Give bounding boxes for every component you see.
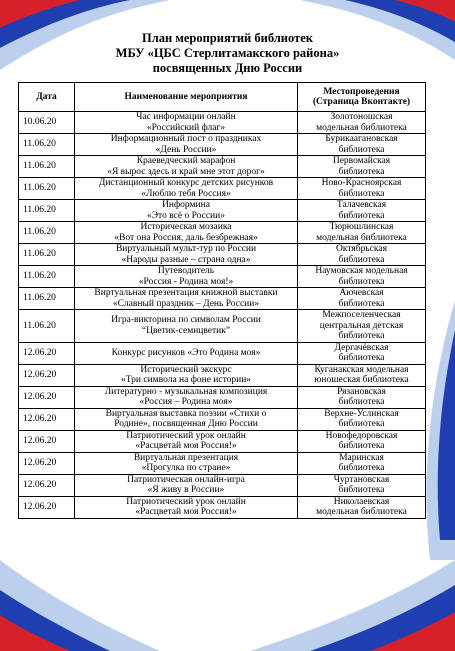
table-row bbox=[19, 134, 426, 156]
place-line: библиотека bbox=[338, 397, 385, 407]
cell-event bbox=[75, 452, 298, 474]
cell-date: 12.06.20 bbox=[19, 386, 75, 408]
cell-event bbox=[75, 112, 298, 134]
event-line: «Российский флаг» bbox=[146, 122, 226, 133]
event-line: «Это всё о России» bbox=[147, 210, 225, 221]
event-line: «День России» bbox=[155, 144, 217, 155]
title-line-3: посвященных Дню России bbox=[152, 61, 303, 75]
event-line: «Расцветай моя Россия!» bbox=[135, 441, 237, 451]
cell-date: 12.06.20 bbox=[19, 452, 75, 474]
event-line: «Я вырос здесь и край мне этот дорог» bbox=[107, 166, 265, 177]
event-line: «Три символа на фоне истории» bbox=[120, 375, 252, 385]
cell-date: 12.06.20 bbox=[19, 342, 75, 364]
cell-place bbox=[298, 156, 426, 178]
table-row bbox=[19, 474, 426, 496]
table-row bbox=[19, 112, 426, 134]
cell-place bbox=[298, 386, 426, 408]
event-line: Виртуальная презентация книжной выставки bbox=[94, 288, 278, 298]
title-line-1: План мероприятий библиотек bbox=[142, 31, 313, 45]
place-line: Верхне-Услинская bbox=[324, 408, 399, 419]
event-line: «Россия – Родина моя» bbox=[139, 397, 233, 407]
table-row bbox=[19, 364, 426, 386]
place-line: Новофедоровская bbox=[325, 430, 398, 441]
table-row bbox=[19, 266, 426, 288]
table-row bbox=[19, 178, 426, 200]
event-line: Историческая мозаика bbox=[140, 222, 232, 232]
event-line: «Я живу в России» bbox=[147, 485, 225, 495]
cell-place bbox=[298, 266, 426, 288]
place-line: Куганакская модельная bbox=[314, 364, 409, 375]
cell-date: 11.06.20 bbox=[19, 178, 75, 200]
cell-date: 12.06.20 bbox=[19, 474, 75, 496]
cell-event bbox=[75, 266, 298, 288]
event-line: «Народы разные – страна одна» bbox=[121, 254, 251, 265]
cell-event bbox=[75, 474, 298, 496]
place-line: библиотека bbox=[338, 166, 385, 177]
cell-date: 11.06.20 bbox=[19, 310, 75, 343]
event-line: Дистанционный конкурс детских рисунков bbox=[98, 178, 274, 188]
place-line: Талачевская bbox=[336, 200, 387, 210]
place-line: библиотека bbox=[338, 353, 385, 363]
event-line: Патриотический урок онлайн bbox=[126, 496, 246, 507]
event-line: Конкурс рисунков «Это Родина моя» bbox=[111, 347, 261, 358]
cell-date: 11.06.20 bbox=[19, 222, 75, 244]
cell-place bbox=[298, 452, 426, 474]
event-line: Виртуальная презентация bbox=[133, 452, 239, 463]
event-line: “Цветик-семицветик” bbox=[141, 325, 231, 336]
event-line: Путеводитель bbox=[157, 266, 215, 276]
table-header-row bbox=[19, 83, 426, 112]
cell-event bbox=[75, 342, 298, 364]
cell-date: 11.06.20 bbox=[19, 134, 75, 156]
document-title bbox=[0, 31, 455, 76]
place-line: Межпоселенческая bbox=[322, 310, 401, 320]
table-row bbox=[19, 156, 426, 178]
cell-place bbox=[298, 200, 426, 222]
place-line: Золотоношская bbox=[330, 112, 393, 122]
cell-date: 12.06.20 bbox=[19, 430, 75, 452]
header-event: Наименование мероприятия bbox=[75, 83, 298, 112]
cell-event bbox=[75, 222, 298, 244]
cell-place bbox=[298, 134, 426, 156]
cell-event bbox=[75, 386, 298, 408]
place-line: Аючевская bbox=[339, 288, 384, 298]
place-line: библиотека bbox=[338, 254, 385, 265]
place-line: центральная детская bbox=[319, 320, 404, 331]
place-line: библиотека bbox=[338, 298, 385, 309]
cell-date: 12.06.20 bbox=[19, 364, 75, 386]
cell-place bbox=[298, 112, 426, 134]
event-line: «Расцветай моя Россия!» bbox=[135, 507, 237, 517]
cell-event bbox=[75, 408, 298, 430]
cell-event bbox=[75, 430, 298, 452]
event-line: Родине», посвященная Дню России bbox=[114, 419, 258, 429]
cell-place bbox=[298, 496, 426, 518]
cell-place bbox=[298, 310, 426, 343]
table-row bbox=[19, 244, 426, 266]
cell-date: 11.06.20 bbox=[19, 266, 75, 288]
cell-place bbox=[298, 408, 426, 430]
cell-date: 12.06.20 bbox=[19, 408, 75, 430]
event-line: «Вот она Россия, даль безбрежная» bbox=[114, 232, 258, 243]
place-line: библиотека bbox=[338, 485, 385, 495]
cell-event bbox=[75, 496, 298, 518]
cell-date: 11.06.20 bbox=[19, 288, 75, 310]
table-row bbox=[19, 222, 426, 244]
cell-place bbox=[298, 430, 426, 452]
cell-event bbox=[75, 134, 298, 156]
cell-date: 11.06.20 bbox=[19, 200, 75, 222]
place-line: модельная библиотека bbox=[316, 507, 407, 517]
event-line: «Россия - Родина моя!» bbox=[138, 276, 234, 287]
place-line: библиотека bbox=[338, 463, 385, 473]
place-line: юношеская библиотека bbox=[314, 375, 409, 385]
place-line: Рязановская bbox=[337, 386, 386, 397]
table-row bbox=[19, 200, 426, 222]
place-line: Октябрьская bbox=[336, 244, 387, 254]
cell-place bbox=[298, 222, 426, 244]
header-date: Дата bbox=[19, 83, 75, 112]
event-line: Патриотическая онлайн-игра bbox=[127, 474, 245, 485]
cell-place bbox=[298, 244, 426, 266]
place-line: библиотека bbox=[338, 188, 385, 199]
cell-event bbox=[75, 288, 298, 310]
cell-date: 12.06.20 bbox=[19, 496, 75, 518]
table-row bbox=[19, 430, 426, 452]
place-line: библиотека bbox=[338, 210, 385, 221]
place-line: Тюрюшлинская bbox=[329, 222, 394, 232]
cell-place bbox=[298, 288, 426, 310]
table-row bbox=[19, 310, 426, 343]
event-line: Информина bbox=[162, 200, 210, 210]
cell-event bbox=[75, 244, 298, 266]
cell-place bbox=[298, 178, 426, 200]
event-line: Игра-викторина по символам России bbox=[111, 315, 261, 326]
place-line: Бурикаагановская bbox=[325, 134, 398, 144]
event-line: «Славный праздник – День России» bbox=[112, 298, 260, 309]
place-line: библиотека bbox=[338, 331, 385, 341]
header-place-line-1: Местопроведения bbox=[323, 86, 400, 97]
events-table bbox=[18, 82, 426, 519]
place-line: библиотека bbox=[338, 419, 385, 429]
cell-date: 11.06.20 bbox=[19, 156, 75, 178]
cell-place bbox=[298, 474, 426, 496]
cell-event bbox=[75, 364, 298, 386]
cell-place bbox=[298, 342, 426, 364]
cell-event bbox=[75, 200, 298, 222]
place-line: библиотека bbox=[338, 276, 385, 287]
place-line: Николаевская bbox=[333, 496, 390, 507]
cell-event bbox=[75, 310, 298, 343]
event-line: Виртуальная выставка поэзии «Стихи о bbox=[105, 408, 267, 419]
table-row bbox=[19, 452, 426, 474]
place-line: Дергачёвская bbox=[334, 342, 389, 353]
table-row bbox=[19, 288, 426, 310]
place-line: библиотека bbox=[338, 144, 385, 155]
place-line: Наумовская модельная bbox=[315, 266, 408, 276]
header-place-line-2: (Страница Вконтакте) bbox=[312, 97, 411, 107]
event-line: «Люблю тебя Россия» bbox=[141, 188, 231, 199]
place-line: Чуртановская bbox=[333, 474, 390, 485]
table-row bbox=[19, 408, 426, 430]
table-row bbox=[19, 496, 426, 518]
event-line: Краеведческий марафон bbox=[136, 156, 236, 166]
event-line: Информационный пост о праздниках bbox=[110, 134, 262, 144]
event-line: Литературно - музыкальная композиция bbox=[104, 386, 268, 397]
event-line: Виртуальный мульт-тур по России bbox=[115, 244, 257, 254]
event-line: Патриотический урок онлайн bbox=[126, 430, 246, 441]
cell-event bbox=[75, 178, 298, 200]
event-line: Час информации онлайн bbox=[136, 112, 236, 122]
table-row bbox=[19, 386, 426, 408]
cell-date: 11.06.20 bbox=[19, 244, 75, 266]
place-line: модельная библиотека bbox=[316, 232, 407, 243]
cell-event bbox=[75, 156, 298, 178]
place-line: Первомайская bbox=[332, 156, 391, 166]
table-row bbox=[19, 342, 426, 364]
place-line: модельная библиотека bbox=[316, 122, 407, 133]
place-line: библиотека bbox=[338, 441, 385, 451]
place-line: Маринская bbox=[339, 452, 384, 463]
event-line: Исторический экскурс bbox=[140, 364, 232, 375]
cell-place bbox=[298, 364, 426, 386]
header-place bbox=[298, 83, 426, 112]
cell-date: 10.06.20 bbox=[19, 112, 75, 134]
title-line-2: МБУ «ЦБС Стерлитамакского района» bbox=[115, 46, 340, 60]
place-line: Ново-Краснoярская bbox=[321, 178, 402, 188]
event-line: «Прогулка по стране» bbox=[141, 463, 231, 473]
